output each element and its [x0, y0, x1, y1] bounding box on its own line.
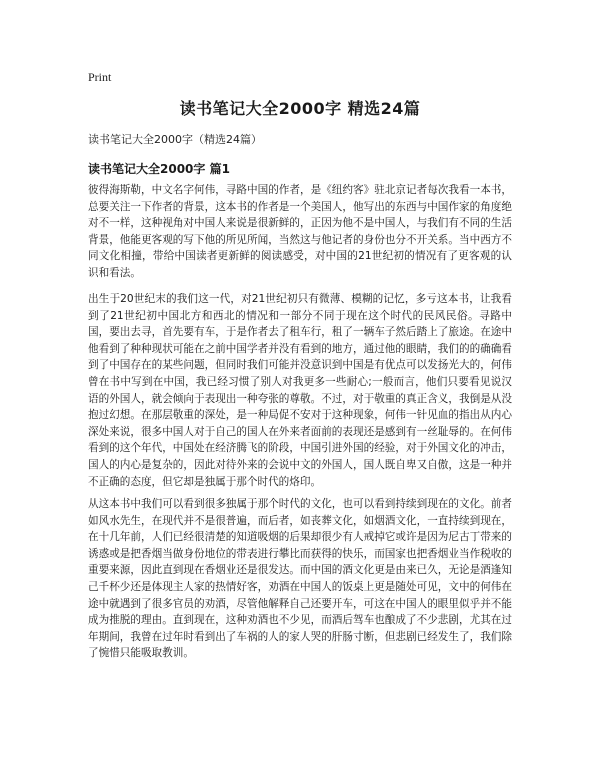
- paragraph: 彼得海斯勒，中文名字何伟，寻路中国的作者，是《纽约客》驻北京记者每次我看一本书，总要关注一下作者的背景，这本书的作者是一个美国人，他写出的东西与中国作家的角度绝对不一样，这种视角对中国人来说是很新鲜的，正因为他不是中国人，与我们有不同的生活背景，他能更客观的写下他的所见所闻，当然这与他记者的身份也分不开关系。当中西方不同文化相撞，带给中国读者更新鲜的阅读感受，对中国的21世纪初的情况有了更客观的认识和看法。: [88, 184, 512, 279]
- document-subtitle: 读书笔记大全2000字（精选24篇）: [88, 133, 262, 146]
- section-heading: 读书笔记大全2000字 篇1: [88, 162, 230, 176]
- paragraph: 出生于20世纪末的我们这一代，对21世纪初只有微薄、模糊的记忆，多亏这本书，让我看到了21世纪初中国北方和西北的情况和一部分不同于现在这个时代的民风民俗。寻路中国，要出去寻，首先要有车，于是作者去了租车行，租了一辆车子然后踏上了旅途。在途中他看到了种种现状可能在之前中国学者并没有看到的地方，通过他的眼睛，我们的的确确看到了中国存在的某些问题，但同时我们可能并没意识到中国是有优点可以发扬光大的，何伟曾在书中写到在中国，我已经习惯了别人对我更多一些耐心;一般而言，他们只要看见说汉语的外国人，就会倾向于表现出一种夸张的尊敬。不过，对于敬重的真正含义，我倒是从没抱过幻想。在那层敬重的深处，是一种局促不安对于这种现象，何伟一针见血的指出从内心深处来说，很多中国人对于自己的国人在外来者面前的表现还是感到有一丝耻辱的。在何伟看到的这个年代，中国处在经济腾飞的阶段，中国引进外国的经验，对于外国文化的冲击，国人的内心是复杂的，因此对待外来的会说中文的外国人，国人既自卑又自傲，这是一种并不正确的态度，但它却是独属于那个时代的烙印。: [88, 293, 512, 488]
- paragraph: 从这本书中我们可以看到很多独属于那个时代的文化，也可以看到持续到现在的文化。前者如风水先生，在现代并不是很普遍，而后者，如丧葬文化，如烟酒文化，一直持续到现在，在十几年前，人们已经很清楚的知道吸烟的后果却很少有人戒掉它或许是因为尼古丁带来的诱惑或是把香烟当做身份地位的带表进行攀比而获得的快乐，而国家也把香烟业当作税收的重要来源，因此直到现在香烟业还是很发达。而中国的酒文化更是由来已久，无论是酒逢知己千杯少还是体现主人家的热情好客，劝酒在中国人的饭桌上更是随处可见，文中的何伟在途中就遇到了很多官员的劝酒，尽管他解释自己还要开车，可这在中国人的眼里似乎并不能成为推脱的理由。直到现在，这种劝酒也不少见，而酒后驾车也酿成了不少悲剧，尤其在过年期间，我曾在过年时看到出了车祸的人的家人哭的肝肠寸断，但悲剧已经发生了，我们除了惋惜只能吸取教训。: [88, 498, 512, 660]
- print-link[interactable]: Print: [88, 70, 112, 84]
- page-title: 读书笔记大全2000字 精选24篇: [179, 99, 421, 118]
